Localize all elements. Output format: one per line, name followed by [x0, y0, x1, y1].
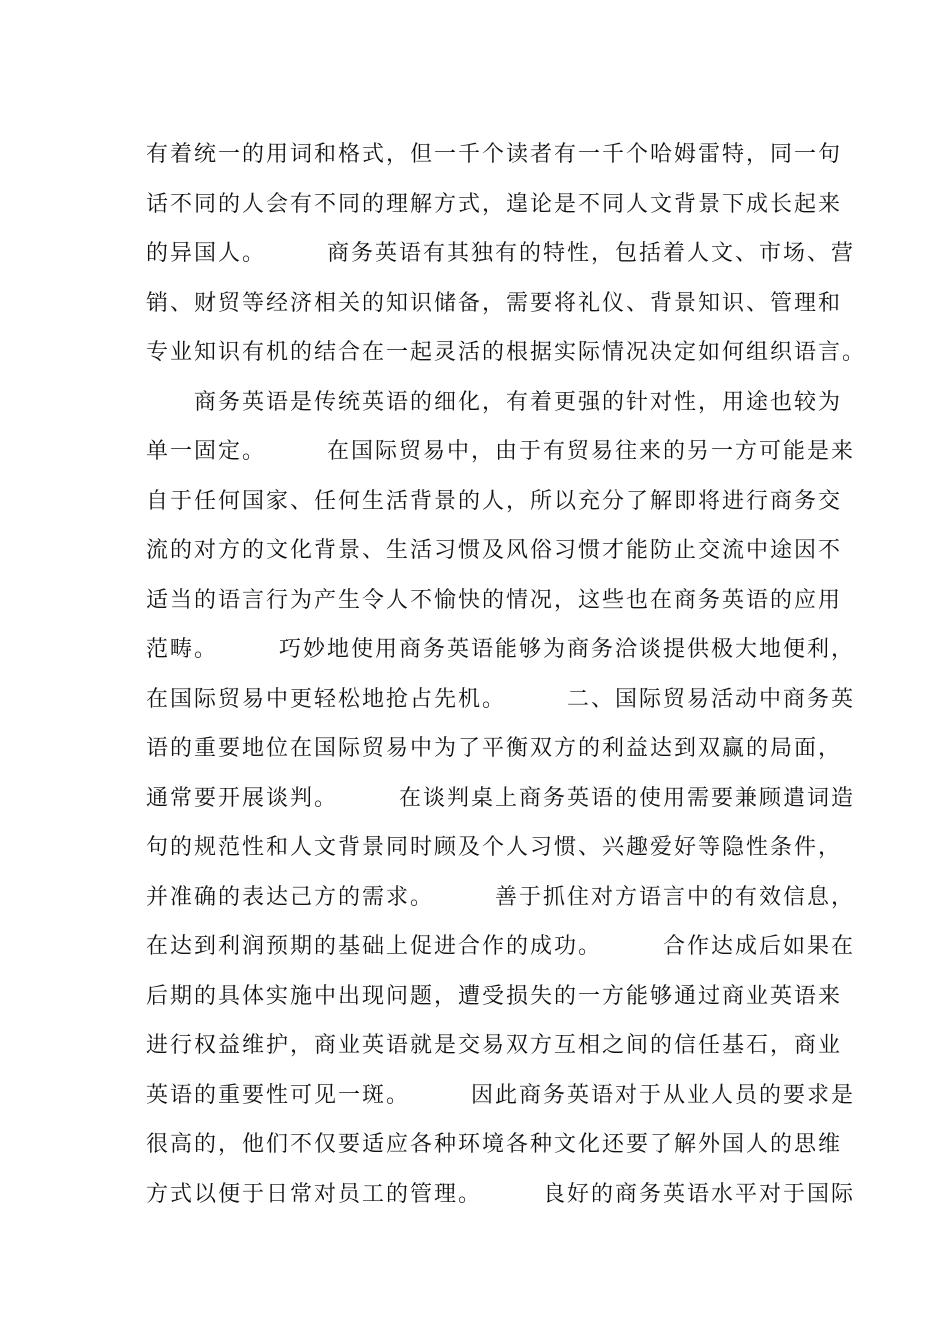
- text-line: 后期的具体实施中出现问题，遭受损失的一方能够通过商业英语来: [146, 983, 843, 1009]
- body-text: [146, 130, 867, 1219]
- text-line: 并准确的表达己方的需求。 善于抓住对方语言中的有效信息，: [146, 884, 856, 910]
- text-line: 单一固定。 在国际贸易中，由于有贸易往来的另一方可能是来: [146, 439, 856, 464]
- text-line: 销、财贸等经济相关的知识储备，需要将礼仪、背景知识、管理和: [146, 290, 843, 316]
- text-line: 适当的语言行为产生令人不愉快的情况，这些也在商务英语的应用: [146, 587, 843, 613]
- text-line: 语的重要地位在国际贸易中为了平衡双方的利益达到双赢的局面，: [146, 736, 843, 761]
- text-line: 进行权益维护，商业英语就是交易双方互相之间的信任基石，商业: [146, 1033, 843, 1058]
- text-line: 通常要开展谈判。 在谈判桌上商务英语的使用需要兼顾遣词造: [146, 785, 856, 811]
- text-line: 英语的重要性可见一斑。 因此商务英语对于从业人员的要求是: [146, 1082, 856, 1108]
- text-line: 话不同的人会有不同的理解方式，遑论是不同人文背景下成长起来: [146, 191, 843, 217]
- text-line: 专业知识有机的结合在一起灵活的根据实际情况决定如何组织语言。: [146, 340, 867, 365]
- text-line: 自于任何国家、任何生活背景的人，所以充分了解即将进行商务交: [146, 488, 843, 514]
- text-line: 在达到利润预期的基础上促进合作的成功。 合作达成后如果在: [146, 934, 856, 959]
- text-line: 在国际贸易中更轻松地抢占先机。 二、国际贸易活动中商务英: [146, 686, 856, 712]
- text-line: 商务英语是传统英语的细化，有着更强的针对性，用途也较为: [146, 389, 843, 415]
- text-line: 句的规范性和人文背景同时顾及个人习惯、兴趣爱好等隐性条件，: [146, 835, 843, 860]
- text-line: 很高的，他们不仅要适应各种环境各种文化还要了解外国人的思维: [146, 1132, 843, 1157]
- text-line: 的异国人。 商务英语有其独有的特性，包括着人文、市场、营: [146, 241, 856, 266]
- text-line: 方式以便于日常对员工的管理。 良好的商务英语水平对于国际: [146, 1181, 856, 1207]
- text-line: 有着统一的用词和格式，但一千个读者有一千个哈姆雷特，同一句: [146, 142, 843, 167]
- text-line: 范畴。 巧妙地使用商务英语能够为商务洽谈提供极大地便利，: [146, 637, 856, 662]
- text-line: 流的对方的文化背景、生活习惯及风俗习惯才能防止交流中途因不: [146, 538, 843, 563]
